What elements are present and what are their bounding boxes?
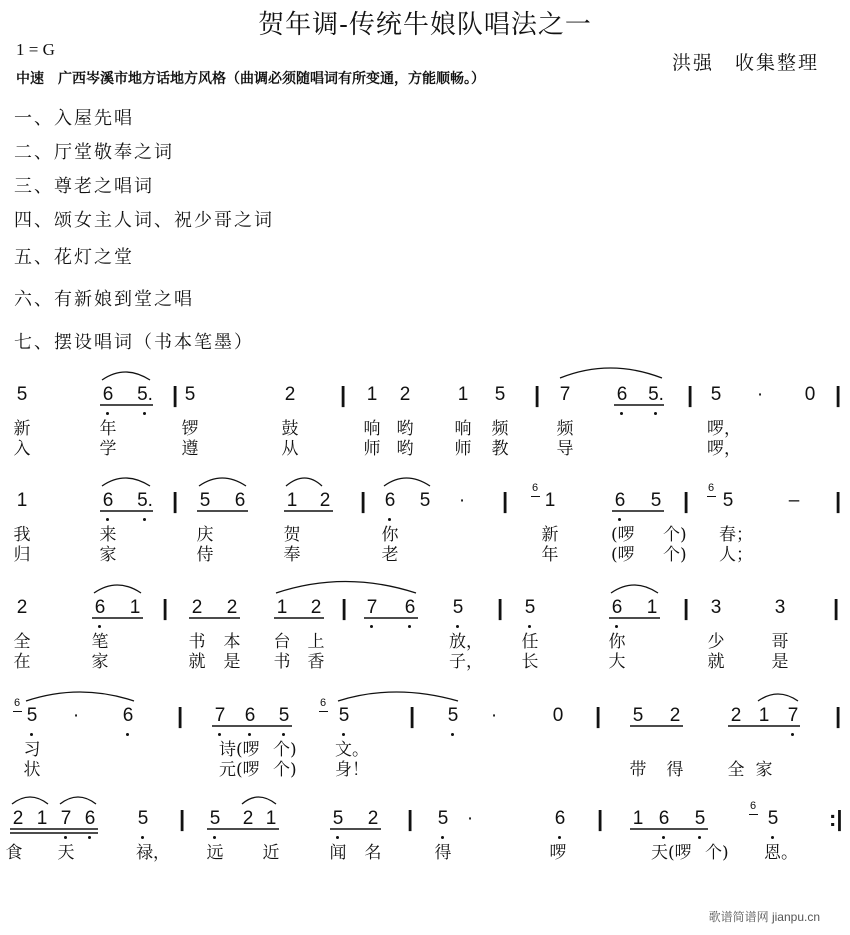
lyric-syllable: 带 — [629, 760, 647, 780]
lyric-syllable: 春； — [719, 525, 753, 545]
score-note: 6 — [616, 384, 628, 405]
score-note: 2 — [399, 384, 411, 405]
lyric-syllable: 个) — [663, 545, 687, 565]
score-note: 6 — [384, 490, 396, 511]
score-note: – — [788, 490, 800, 511]
barline: | — [341, 595, 348, 620]
section-heading: 七、摆设唱词（书本笔墨） — [14, 332, 254, 353]
score-note: · — [72, 705, 80, 726]
score-note: 1 — [646, 597, 658, 618]
lyric-syllable: 年 — [541, 545, 559, 565]
lyric-syllable: 家 — [99, 545, 117, 565]
lyric-syllable: 个) — [663, 525, 687, 545]
lyric-syllable: 名 — [364, 843, 382, 863]
barline: | — [534, 382, 541, 407]
lyric-syllable: 元(啰 — [219, 760, 260, 780]
score-note: 6 — [102, 384, 114, 405]
score-note: 1 — [265, 808, 277, 829]
lyric-syllable: 频 — [491, 419, 509, 439]
score-note: 1 — [276, 597, 288, 618]
score-note: · — [756, 384, 764, 405]
score-note: 2 — [191, 597, 203, 618]
lyric-syllable: 学 — [99, 439, 117, 459]
octave-dot-below — [620, 412, 623, 415]
lyric-syllable: 锣 — [181, 419, 199, 439]
score-note: 2 — [226, 597, 238, 618]
lyric-syllable: 贺 — [283, 525, 301, 545]
lyric-syllable: 哟 — [396, 439, 414, 459]
collector-credit: 洪强 收集整理 — [672, 52, 820, 74]
barline: | — [179, 806, 186, 831]
score-note: 5 — [16, 384, 28, 405]
lyric-syllable: 就 — [188, 652, 206, 672]
score-note: 5 — [26, 705, 38, 726]
score-note: 5 — [278, 705, 290, 726]
score-note: 5 — [447, 705, 459, 726]
lyric-syllable: 鼓 — [281, 419, 299, 439]
section-heading: 四、颂女主人词、祝少哥之词 — [14, 210, 274, 231]
lyric-syllable: 笔 — [91, 632, 109, 652]
lyric-syllable: 你 — [608, 632, 626, 652]
score-note: 5. — [137, 490, 153, 511]
score-note: 2 — [367, 808, 379, 829]
score-note: 3 — [774, 597, 786, 618]
lyric-syllable: 诗(啰 — [219, 740, 260, 760]
lyric-syllable: 家 — [755, 760, 773, 780]
lyric-syllable: 年 — [99, 419, 117, 439]
lyric-syllable: 身！ — [335, 760, 369, 780]
barline: | — [172, 488, 179, 513]
score-note: 5 — [338, 705, 350, 726]
lyric-syllable: 闻 — [329, 843, 347, 863]
lyric-syllable: 书 — [273, 652, 291, 672]
score-note: 2 — [310, 597, 322, 618]
score-note: 5 — [494, 384, 506, 405]
score-note: 2 — [730, 705, 742, 726]
lyric-syllable: 频 — [556, 419, 574, 439]
score-note: 5 — [332, 808, 344, 829]
lyric-syllable: 是 — [771, 652, 789, 672]
lyric-syllable: 人； — [719, 545, 753, 565]
barline: | — [409, 703, 416, 728]
lyric-syllable: 响 — [454, 419, 472, 439]
lyric-syllable: 师 — [454, 439, 472, 459]
barline: | — [595, 703, 602, 728]
lyric-syllable: 个) — [273, 760, 297, 780]
score-note: 6 — [658, 808, 670, 829]
barline: | — [833, 595, 840, 620]
lyric-syllable: 天(啰 — [651, 843, 692, 863]
grace-note: 6 — [532, 482, 539, 494]
lyric-syllable: 子， — [449, 652, 483, 672]
watermark: 歌谱简谱网 jianpu.cn — [708, 910, 820, 924]
score-note: 1 — [36, 808, 48, 829]
lyric-syllable: 天 — [57, 843, 75, 863]
barline: | — [407, 806, 414, 831]
lyric-syllable: 禄， — [136, 843, 170, 863]
score-note: 1 — [758, 705, 770, 726]
score-note: 0 — [552, 705, 564, 726]
lyric-syllable: 远 — [206, 843, 224, 863]
lyric-syllable: 文。 — [335, 740, 369, 760]
barline: | — [687, 382, 694, 407]
lyric-syllable: 从 — [281, 439, 299, 459]
score-note: 5 — [650, 490, 662, 511]
octave-dot-below — [126, 733, 129, 736]
score-note: 7 — [214, 705, 226, 726]
octave-dot-below — [451, 733, 454, 736]
score-note: 6 — [611, 597, 623, 618]
score-note: 1 — [286, 490, 298, 511]
score-note: 5 — [437, 808, 449, 829]
lyric-syllable: 个) — [705, 843, 729, 863]
octave-dot-below — [143, 518, 146, 521]
score-note: 5. — [648, 384, 664, 405]
score-note: 6 — [84, 808, 96, 829]
grace-note-underline — [749, 814, 758, 815]
score-note: · — [466, 808, 474, 829]
tempo-marking: 中速 广西岑溪市地方话地方风格（曲调必须随唱词有所变通，方能顺畅。） — [16, 71, 485, 87]
score-note: 5 — [209, 808, 221, 829]
section-heading: 五、花灯之堂 — [14, 247, 134, 268]
score-note: 6 — [404, 597, 416, 618]
octave-dot-below — [370, 625, 373, 628]
lyric-syllable: 庆 — [196, 525, 214, 545]
grace-note: 6 — [320, 697, 327, 709]
score-note: 5 — [710, 384, 722, 405]
lyric-syllable: 少 — [707, 632, 725, 652]
score-note: 5 — [694, 808, 706, 829]
lyric-syllable: 师 — [363, 439, 381, 459]
lyric-syllable: 新 — [541, 525, 559, 545]
lyric-syllable: 你 — [381, 525, 399, 545]
barline: | — [502, 488, 509, 513]
lyric-syllable: 得 — [434, 843, 452, 863]
lyric-syllable: 奉 — [283, 545, 301, 565]
grace-note: 6 — [750, 800, 757, 812]
score-note: 3 — [710, 597, 722, 618]
grace-note-underline — [319, 711, 328, 712]
barline: | — [497, 595, 504, 620]
lyric-syllable: 全 — [727, 760, 745, 780]
grace-note: 6 — [14, 697, 21, 709]
score-note: 5 — [722, 490, 734, 511]
key-signature: 1 = G — [16, 40, 55, 59]
score-note: 6 — [614, 490, 626, 511]
lyric-syllable: 啰， — [707, 419, 741, 439]
lyric-syllable: 哟 — [396, 419, 414, 439]
lyric-syllable: 长 — [521, 652, 539, 672]
score-note: · — [458, 490, 466, 511]
lyric-syllable: 台 — [273, 632, 291, 652]
barline: | — [360, 488, 367, 513]
octave-dot-below — [408, 625, 411, 628]
score-note: 6 — [234, 490, 246, 511]
page-title: 贺年调-传统牛娘队唱法之一 — [258, 10, 592, 40]
score-note: 5 — [632, 705, 644, 726]
lyric-syllable: 习 — [23, 740, 41, 760]
lyric-syllable: 恩。 — [764, 843, 798, 863]
barline: | — [172, 382, 179, 407]
score-note: 5 — [524, 597, 536, 618]
barline: | — [835, 382, 842, 407]
lyric-syllable: 新 — [13, 419, 31, 439]
score-note: 5 — [767, 808, 779, 829]
lyric-syllable: 放， — [449, 632, 483, 652]
barline: | — [177, 703, 184, 728]
barline: | — [683, 595, 690, 620]
score-note: 7 — [787, 705, 799, 726]
lyric-syllable: 大 — [608, 652, 626, 672]
barline: | — [340, 382, 347, 407]
score-note: 6 — [244, 705, 256, 726]
score-note: 7 — [60, 808, 72, 829]
lyric-syllable: 遵 — [181, 439, 199, 459]
score-note: 2 — [284, 384, 296, 405]
score-note: 6 — [554, 808, 566, 829]
lyric-syllable: (啰 — [611, 545, 635, 565]
score-note: 2 — [242, 808, 254, 829]
lyric-syllable: 书 — [188, 632, 206, 652]
lyric-syllable: 本 — [223, 632, 241, 652]
barline: | — [683, 488, 690, 513]
section-heading: 三、尊老之唱词 — [14, 176, 154, 197]
score-note: 5 — [199, 490, 211, 511]
barline: | — [835, 703, 842, 728]
score-note: 5 — [452, 597, 464, 618]
lyric-syllable: 老 — [381, 545, 399, 565]
lyric-syllable: 任 — [521, 632, 539, 652]
octave-dot-below — [791, 733, 794, 736]
lyric-syllable: 得 — [666, 760, 684, 780]
lyric-syllable: 食 — [5, 843, 23, 863]
lyric-syllable: 啰 — [549, 843, 567, 863]
score-note: · — [490, 705, 498, 726]
lyric-syllable: 上 — [307, 632, 325, 652]
score-note: 2 — [319, 490, 331, 511]
section-heading: 六、有新娘到堂之唱 — [14, 289, 194, 310]
grace-note-underline — [707, 496, 716, 497]
score-note: 7 — [366, 597, 378, 618]
score-note: 6 — [102, 490, 114, 511]
barline: | — [597, 806, 604, 831]
score-note: 5. — [137, 384, 153, 405]
score-note: 1 — [129, 597, 141, 618]
score-note: 2 — [669, 705, 681, 726]
score-note: 6 — [94, 597, 106, 618]
score-note: 1 — [16, 490, 28, 511]
score-note: 5 — [419, 490, 431, 511]
score-note: 5 — [137, 808, 149, 829]
lyric-syllable: 哥 — [771, 632, 789, 652]
grace-note: 6 — [708, 482, 715, 494]
grace-note-underline — [531, 496, 540, 497]
lyric-syllable: 归 — [13, 545, 31, 565]
lyric-syllable: 我 — [13, 525, 31, 545]
score-note: 2 — [12, 808, 24, 829]
lyric-syllable: 啰， — [707, 439, 741, 459]
lyric-syllable: 导 — [556, 439, 574, 459]
lyric-syllable: (啰 — [611, 525, 635, 545]
score-note: 0 — [804, 384, 816, 405]
lyric-syllable: 全 — [13, 632, 31, 652]
octave-dot-below — [88, 836, 91, 839]
lyric-syllable: 状 — [23, 760, 41, 780]
octave-dot-below — [698, 836, 701, 839]
score-note: 7 — [559, 384, 571, 405]
lyric-syllable: 近 — [262, 843, 280, 863]
lyric-syllable: 来 — [99, 525, 117, 545]
lyric-syllable: 侍 — [196, 545, 214, 565]
lyric-syllable: 家 — [91, 652, 109, 672]
octave-dot-below — [654, 412, 657, 415]
repeat-end-barline: :| — [829, 806, 843, 831]
barline: | — [162, 595, 169, 620]
octave-dot-below — [143, 412, 146, 415]
grace-note-underline — [13, 711, 22, 712]
score-note: 1 — [366, 384, 378, 405]
lyric-syllable: 就 — [707, 652, 725, 672]
lyric-syllable: 教 — [491, 439, 509, 459]
lyric-syllable: 香 — [307, 652, 325, 672]
lyric-syllable: 个) — [273, 740, 297, 760]
lyric-syllable: 响 — [363, 419, 381, 439]
score-note: 1 — [457, 384, 469, 405]
score-note: 5 — [184, 384, 196, 405]
score-note: 1 — [632, 808, 644, 829]
lyric-syllable: 在 — [13, 652, 31, 672]
barline: | — [835, 488, 842, 513]
lyric-syllable: 是 — [223, 652, 241, 672]
section-heading: 二、厅堂敬奉之词 — [14, 142, 174, 163]
score-note: 1 — [544, 490, 556, 511]
score-note: 2 — [16, 597, 28, 618]
lyric-syllable: 入 — [13, 439, 31, 459]
section-heading: 一、入屋先唱 — [14, 108, 134, 129]
score-note: 6 — [122, 705, 134, 726]
